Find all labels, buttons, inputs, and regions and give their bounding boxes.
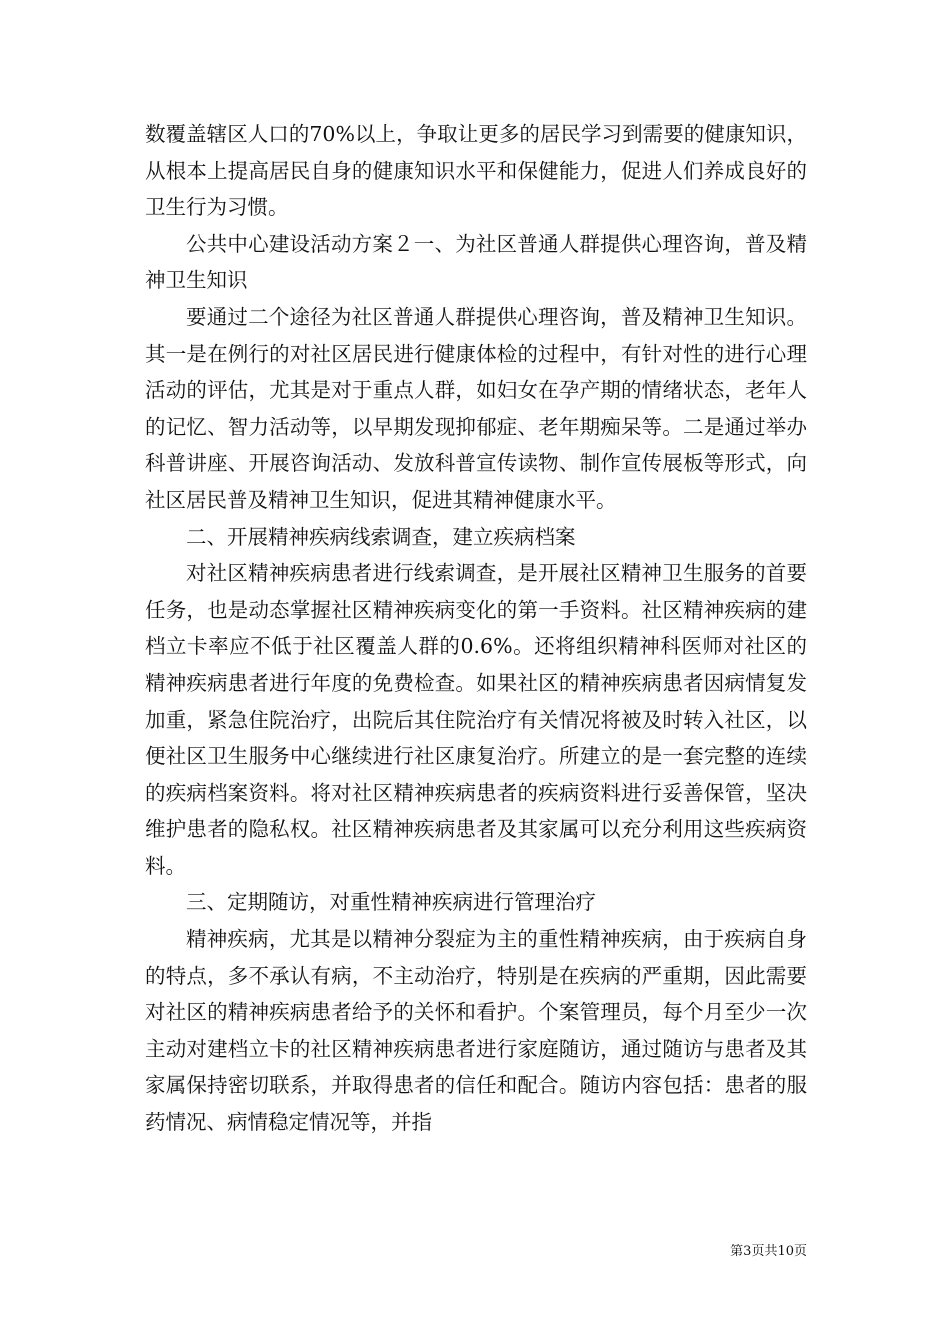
paragraph-counseling: 要通过二个途径为社区普通人群提供心理咨询，普及精神卫生知识。其一是在例行的对社区居民进行健康体检的过程中，有针对性的进行心理活动的评估，尤其是对于重点人群，如妇女在孕产期的情绪状态，老年人的记忆、智力活动等，以早期发现抑郁症、老年期痴呆等。二是通过举办科普讲座、开展咨询活动、发放科普宣传读物、制作宣传展板等形式，向社区居民普及精神卫生知识，促进其精神健康水平。 <box>145 304 807 512</box>
paragraph-followup: 精神疾病，尤其是以精神分裂症为主的重性精神疾病，由于疾病自身的特点，多不承认有病，不主动治疗，特别是在疾病的严重期，因此需要对社区的精神疾病患者给予的关怀和看护。个案管理员，每个月至少一次主动对建档立卡的社区精神疾病患者进行家庭随访，通过随访与患者及其家属保持密切联系，并取得患者的信任和配合。随访内容包括：患者的服药情况、病情稳定情况等，并指 <box>145 927 807 1135</box>
paragraph-continuation: 数覆盖辖区人口的70%以上，争取让更多的居民学习到需要的健康知识，从根本上提高居民自身的健康知识水平和保健能力，促进人们养成良好的卫生行为习惯。 <box>145 122 807 220</box>
document-body <box>145 116 807 1141</box>
section-heading-followup: 三、定期随访，对重性精神疾病进行管理治疗 <box>186 890 596 915</box>
page-number-footer: 第3页共10页 <box>730 1244 807 1259</box>
paragraph-archive: 对社区精神疾病患者进行线索调查，是开展社区精神卫生服务的首要任务，也是动态掌握社区精神疾病变化的第一手资料。社区精神疾病的建档立卡率应不低于社区覆盖人群的0.6%。还将组织精神科医师对社区的精神疾病患者进行年度的免费检查。如果社区的精神疾病患者因病情复发加重，紧急住院治疗，出院后其住院治疗有关情况将被及时转入社区，以便社区卫生服务中心继续进行社区康复治疗。所建立的是一套完整的连续的疾病档案资料。将对社区精神疾病患者的疾病资料进行妥善保管，坚决维护患者的隐私权。社区精神疾病患者及其家属可以充分利用这些疾病资料。 <box>145 561 807 878</box>
paragraph-plan-heading: 公共中心建设活动方案２一、为社区普通人群提供心理咨询，普及精神卫生知识 <box>145 231 807 293</box>
section-heading-archive: 二、开展精神疾病线索调查，建立疾病档案 <box>186 524 576 549</box>
